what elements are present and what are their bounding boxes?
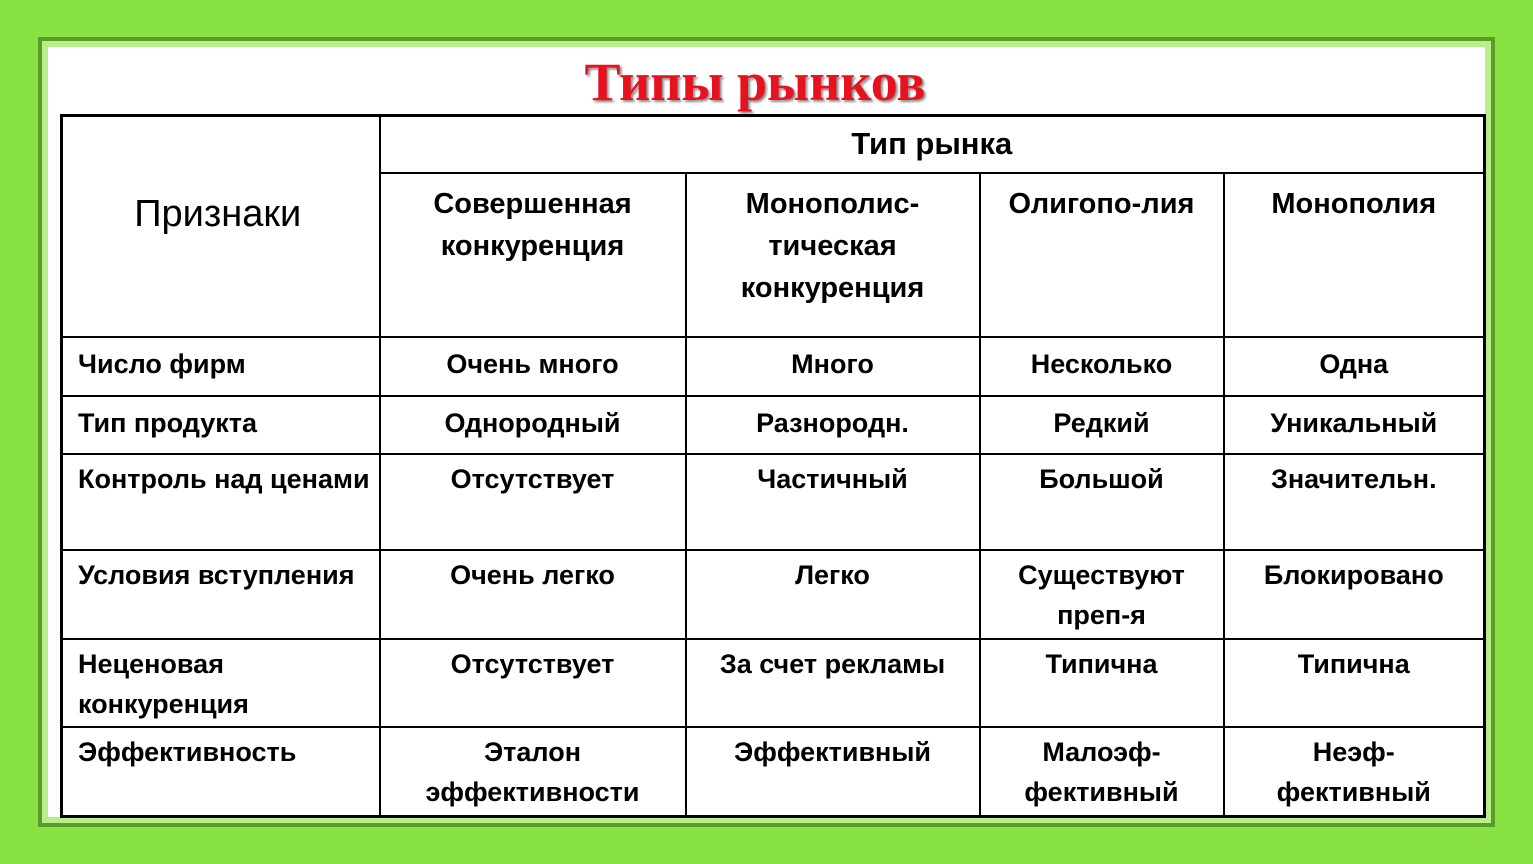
column-header: Монополия <box>1224 173 1485 337</box>
row-label: Контроль над ценами <box>62 454 380 550</box>
table-cell: Значительн. <box>1224 454 1485 550</box>
table-cell: Частичный <box>686 454 980 550</box>
table-cell: Много <box>686 337 980 396</box>
table-row <box>62 337 1485 396</box>
table-cell: Отсутствует <box>380 454 686 550</box>
table-cell: Типична <box>1224 639 1485 727</box>
table-cell: Очень легко <box>380 550 686 639</box>
table-cell: Разнородн. <box>686 396 980 454</box>
table-cell: Неэф-фективный <box>1224 727 1485 817</box>
table-row <box>62 396 1485 454</box>
table-cell: Эффективный <box>686 727 980 817</box>
row-label: Неценовая конкуренция <box>62 639 380 727</box>
table-cell: Легко <box>686 550 980 639</box>
table-row <box>62 550 1485 639</box>
row-label: Число фирм <box>62 337 380 396</box>
table-cell: За счет рекламы <box>686 639 980 727</box>
table-cell: Отсутствует <box>380 639 686 727</box>
table-row <box>62 639 1485 727</box>
table-cell: Уникальный <box>1224 396 1485 454</box>
market-types-table <box>60 114 1486 818</box>
row-label: Условия вступления <box>62 550 380 639</box>
table-cell: Редкий <box>980 396 1224 454</box>
table-cell: Типична <box>980 639 1224 727</box>
column-header: Олигопо-лия <box>980 173 1224 337</box>
table-row <box>62 454 1485 550</box>
table-cell: Блокировано <box>1224 550 1485 639</box>
table-row <box>62 727 1485 817</box>
table-cell: Очень много <box>380 337 686 396</box>
column-header: Совершенная конкуренция <box>380 173 686 337</box>
header-features: Признаки <box>62 116 380 337</box>
table-cell: Эталон эффективности <box>380 727 686 817</box>
column-header: Монополис-тическая конкуренция <box>686 173 980 337</box>
row-label: Тип продукта <box>62 396 380 454</box>
table-cell: Одна <box>1224 337 1485 396</box>
table-cell: Однородный <box>380 396 686 454</box>
header-market-type: Тип рынка <box>380 116 1485 173</box>
slide-title: Типы рынков <box>584 52 926 112</box>
table-cell: Большой <box>980 454 1224 550</box>
table-cell: Существуют преп-я <box>980 550 1224 639</box>
row-label: Эффективность <box>62 727 380 817</box>
table-cell: Несколько <box>980 337 1224 396</box>
table-cell: Малоэф-фективный <box>980 727 1224 817</box>
